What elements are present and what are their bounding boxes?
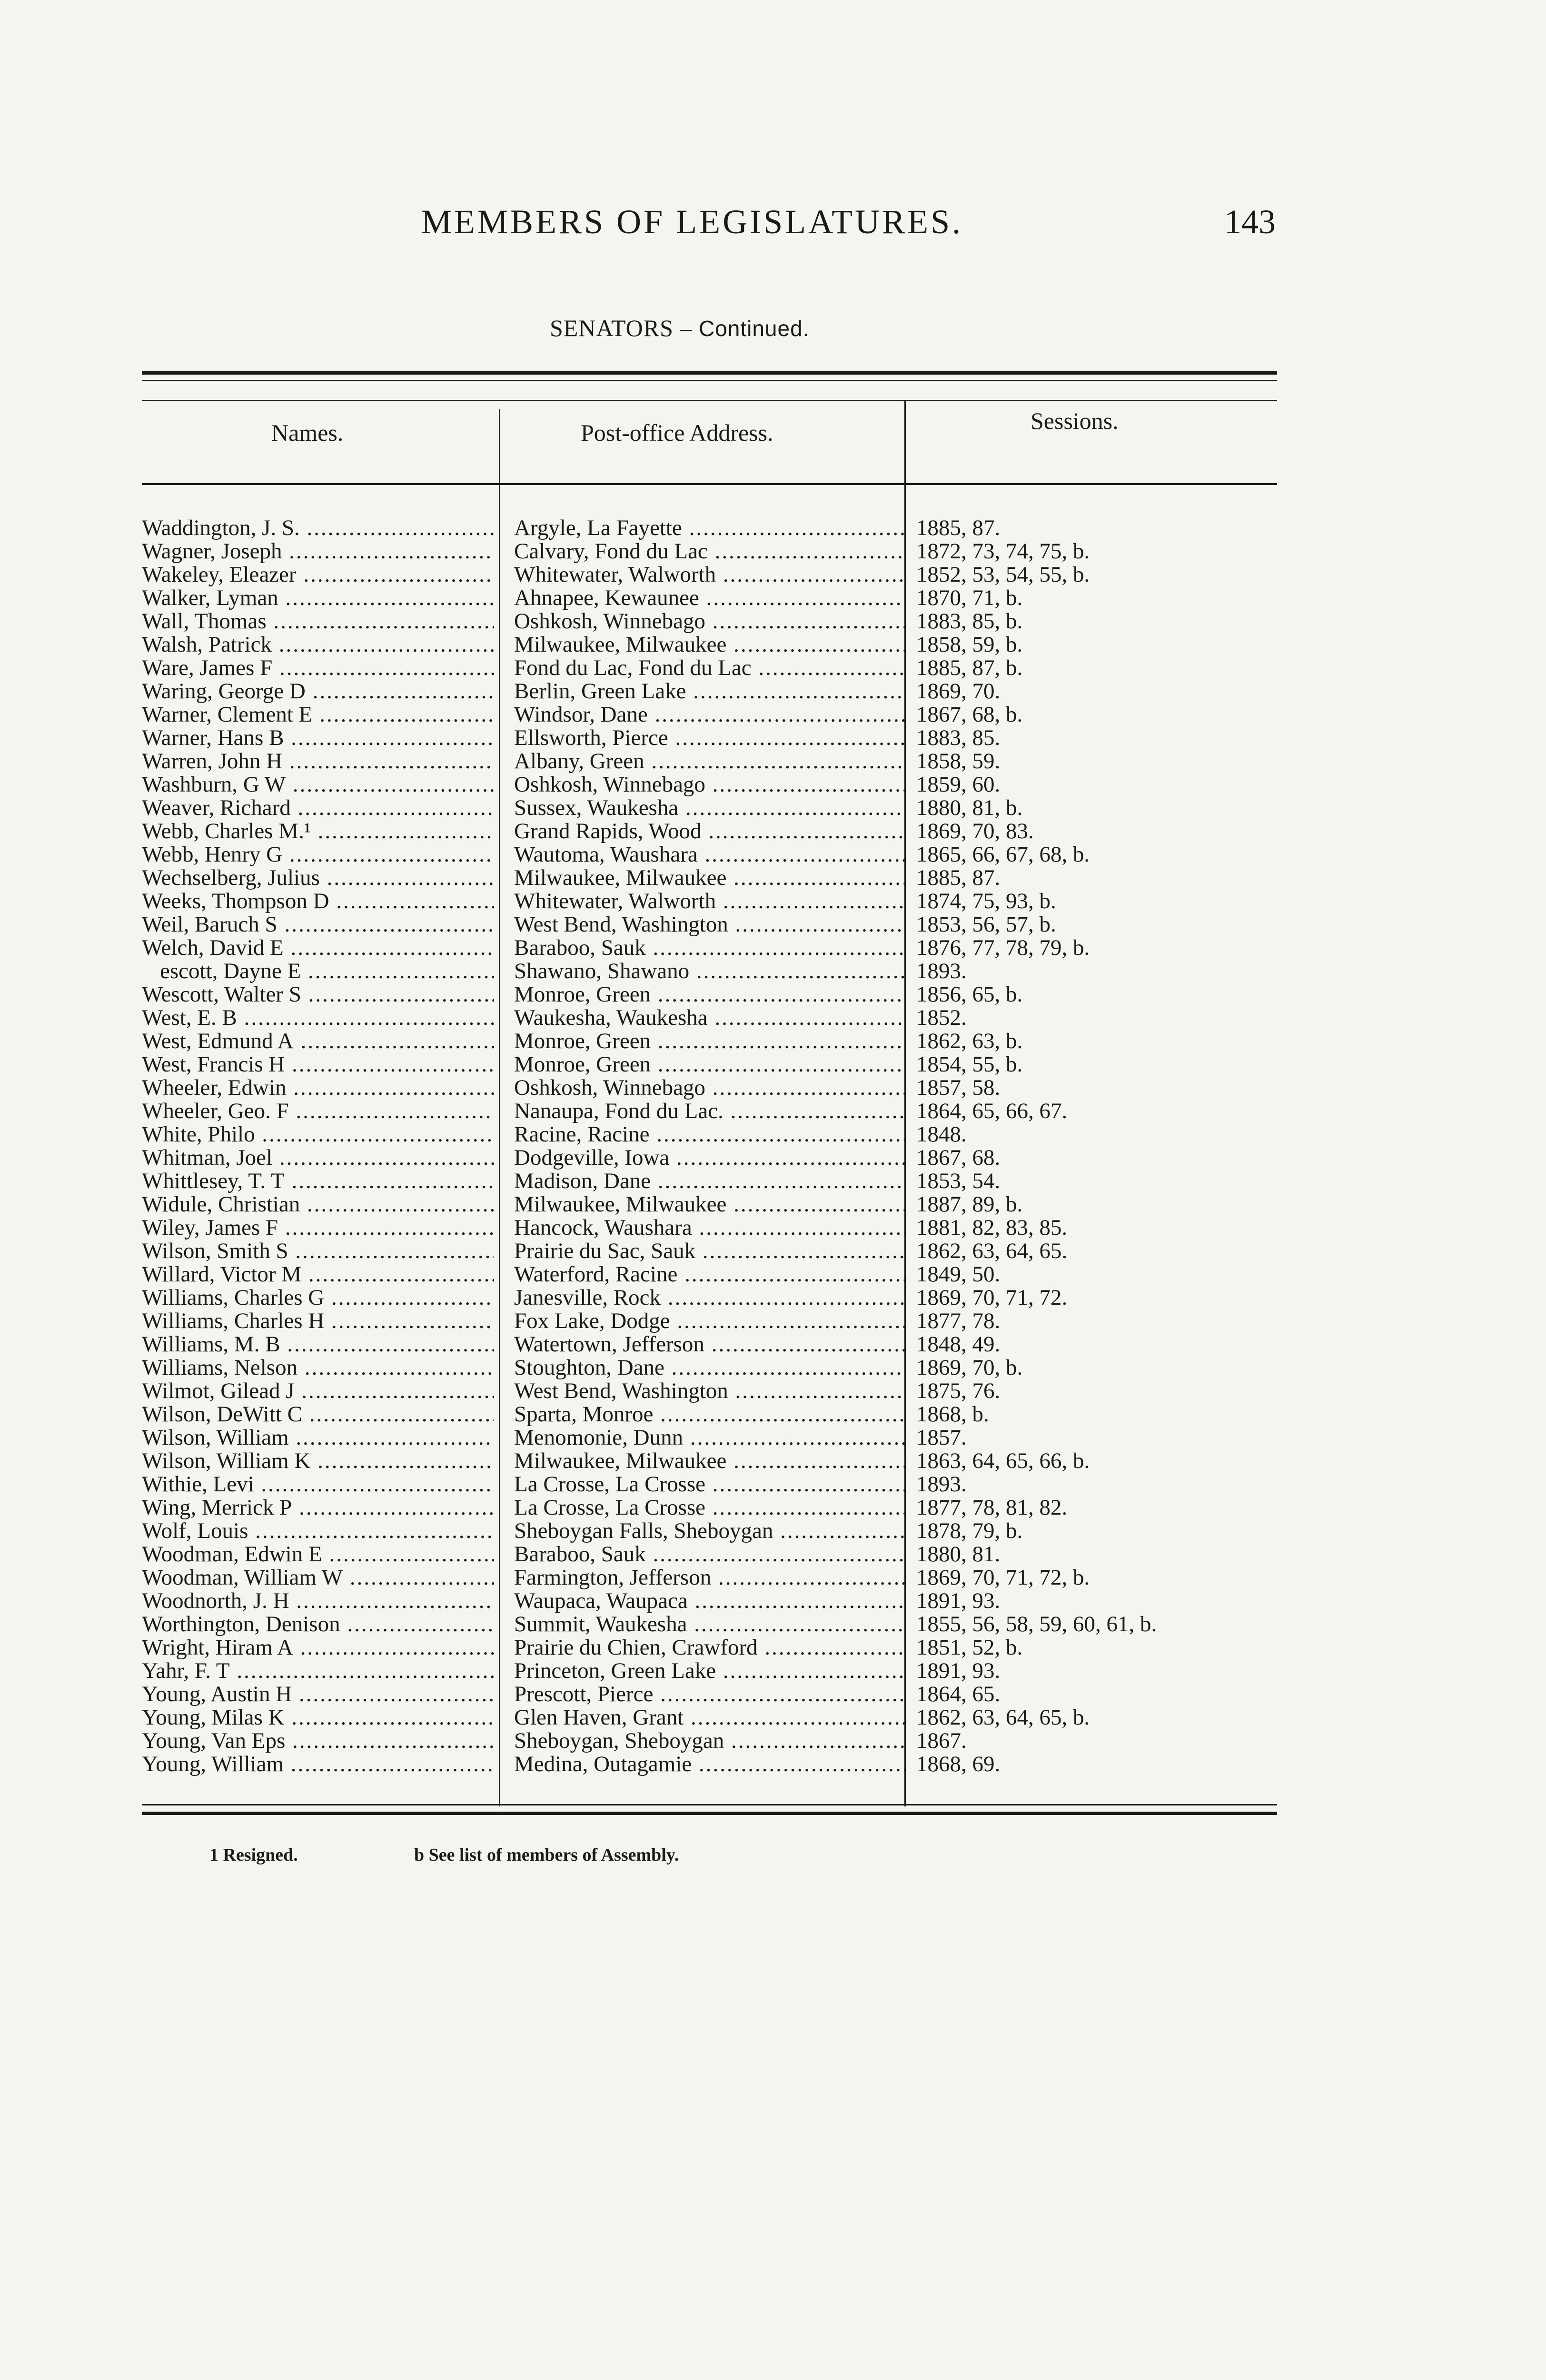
sessions: 1869, 70, 83. [916, 819, 1034, 843]
senator-name: Williams, Charles H ..... [142, 1309, 494, 1333]
senator-name: Woodnorth, J. H ..... [142, 1589, 494, 1613]
post-office-address: Watertown, Jefferson ..... [514, 1333, 904, 1356]
senator-name: Wing, Merrick P ..... [142, 1496, 494, 1519]
senator-name: Wheeler, Geo. F ..... [142, 1100, 494, 1123]
table-row [0, 750, 1546, 773]
table-row [0, 866, 1546, 890]
senator-name: Waddington, J. S. ..... [142, 516, 494, 540]
post-office-address: Milwaukee, Milwaukee ..... [514, 1449, 904, 1473]
column-header-address: Post-office Address. [581, 419, 773, 446]
table-row [0, 1543, 1546, 1566]
senator-name: Wiley, James F ..... [142, 1216, 494, 1240]
post-office-address: Waterford, Racine ..... [514, 1263, 904, 1286]
table-row [0, 1589, 1546, 1613]
post-office-address: Prairie du Sac, Sauk ..... [514, 1240, 904, 1263]
table-row [0, 1076, 1546, 1100]
post-office-address: La Crosse, La Crosse ..... [514, 1473, 904, 1496]
senator-name: Woodman, Edwin E ..... [142, 1543, 494, 1566]
senator-name: Withie, Levi ..... [142, 1473, 494, 1496]
table-row [0, 1309, 1546, 1333]
post-office-address: Sheboygan Falls, Sheboygan ..... [514, 1519, 904, 1543]
sessions: 1891, 93. [916, 1658, 1001, 1683]
table-row [0, 1566, 1546, 1589]
footnote-assembly: b See list of members of Assembly. [414, 1845, 679, 1865]
post-office-address: Sheboygan, Sheboygan ..... [514, 1729, 904, 1753]
sessions: 1885, 87, b. [916, 655, 1023, 680]
table-row [0, 1659, 1546, 1683]
senator-name: Young, Van Eps ..... [142, 1729, 494, 1753]
senator-name: Young, Austin H ..... [142, 1683, 494, 1706]
senator-name: Williams, M. B ..... [142, 1333, 494, 1356]
senator-name: Young, Milas K ..... [142, 1706, 494, 1729]
senator-name: Young, William ..... [142, 1753, 494, 1776]
sessions: 1854, 55, b. [916, 1052, 1023, 1077]
post-office-address: Grand Rapids, Wood ..... [514, 820, 904, 843]
table-row [0, 1333, 1546, 1356]
sessions: 1858, 59. [916, 749, 1001, 774]
sessions: 1865, 66, 67, 68, b. [916, 842, 1090, 867]
sessions: 1852. [916, 1005, 967, 1030]
table-row [0, 1100, 1546, 1123]
footnotes [209, 1844, 679, 1865]
senator-name: Weeks, Thompson D ..... [142, 890, 494, 913]
post-office-address: Milwaukee, Milwaukee ..... [514, 1193, 904, 1216]
sessions: 1868, 69. [916, 1752, 1001, 1776]
sessions: 1883, 85, b. [916, 609, 1023, 634]
table-row [0, 796, 1546, 820]
table-row [0, 1030, 1546, 1053]
table-row [0, 1426, 1546, 1449]
sessions: 1891, 93. [916, 1588, 1001, 1613]
post-office-address: Prairie du Chien, Crawford ..... [514, 1636, 904, 1659]
top-rule-thick [142, 371, 1277, 375]
header-rule [142, 483, 1277, 485]
senator-name: Walker, Lyman ..... [142, 586, 494, 610]
sessions: 1855, 56, 58, 59, 60, 61, b. [916, 1612, 1157, 1636]
senator-name: Wright, Hiram A ..... [142, 1636, 494, 1659]
sessions: 1853, 54. [916, 1169, 1001, 1193]
table-row [0, 540, 1546, 563]
post-office-address: Medina, Outagamie ..... [514, 1753, 904, 1776]
top-rule-inner [142, 400, 1277, 401]
post-office-address: Sparta, Monroe ..... [514, 1403, 904, 1426]
post-office-address: Stoughton, Dane ..... [514, 1356, 904, 1379]
senator-name: Widule, Christian ..... [142, 1193, 494, 1216]
senator-name: Waring, George D ..... [142, 680, 494, 703]
senator-name: Wagner, Joseph ..... [142, 540, 494, 563]
senator-name: Warner, Clement E ..... [142, 703, 494, 726]
sessions: 1867, 68, b. [916, 702, 1023, 727]
sessions: 1869, 70, 71, 72, b. [916, 1565, 1090, 1590]
senator-name: Weil, Baruch S ..... [142, 913, 494, 936]
post-office-address: West Bend, Washington ..... [514, 913, 904, 936]
senator-name: Wilmot, Gilead J ..... [142, 1379, 494, 1403]
sessions: 1880, 81, b. [916, 795, 1023, 820]
table-row [0, 960, 1546, 983]
sessions: 1875, 76. [916, 1378, 1001, 1403]
post-office-address: Oshkosh, Winnebago ..... [514, 1076, 904, 1100]
table-row [0, 1216, 1546, 1240]
post-office-address: Oshkosh, Winnebago ..... [514, 610, 904, 633]
column-header-sessions: Sessions. [1031, 407, 1119, 434]
table-row [0, 1146, 1546, 1170]
sessions: 1881, 82, 83, 85. [916, 1215, 1068, 1240]
sessions: 1858, 59, b. [916, 632, 1023, 657]
sessions: 1868, b. [916, 1402, 989, 1427]
sessions: 1856, 65, b. [916, 982, 1023, 1007]
table-row [0, 1263, 1546, 1286]
section-dash: – [673, 315, 699, 341]
footnote-resigned: 1 Resigned. [209, 1845, 298, 1865]
sessions: 1848. [916, 1122, 967, 1147]
senator-name: White, Philo ..... [142, 1123, 494, 1146]
sessions: 1862, 63, b. [916, 1029, 1023, 1053]
sessions: 1862, 63, 64, 65, b. [916, 1705, 1090, 1730]
post-office-address: Sussex, Waukesha ..... [514, 796, 904, 820]
post-office-address: Monroe, Green ..... [514, 983, 904, 1006]
sessions: 1869, 70. [916, 679, 1001, 704]
senator-name: Warren, John H ..... [142, 750, 494, 773]
sessions: 1893. [916, 1472, 967, 1497]
table-row [0, 680, 1546, 703]
sessions: 1876, 77, 78, 79, b. [916, 935, 1090, 960]
sessions: 1867. [916, 1728, 967, 1753]
table-row [0, 1240, 1546, 1263]
sessions: 1877, 78. [916, 1309, 1001, 1333]
table-row [0, 890, 1546, 913]
post-office-address: Hancock, Waushara ..... [514, 1216, 904, 1240]
table-row [0, 936, 1546, 960]
table-row [0, 1006, 1546, 1030]
table-row [0, 1496, 1546, 1519]
post-office-address: Ahnapee, Kewaunee ..... [514, 586, 904, 610]
post-office-address: Waukesha, Waukesha ..... [514, 1006, 904, 1030]
sessions: 1859, 60. [916, 772, 1001, 797]
running-head [143, 202, 1295, 259]
post-office-address: Ellsworth, Pierce ..... [514, 726, 904, 750]
table-row [0, 1193, 1546, 1216]
table-row [0, 1053, 1546, 1076]
post-office-address: Madison, Dane ..... [514, 1170, 904, 1193]
sessions: 1857, 58. [916, 1075, 1001, 1100]
post-office-address: Milwaukee, Milwaukee ..... [514, 866, 904, 890]
section-label: SENATORS [550, 315, 674, 341]
sessions: 1851, 52, b. [916, 1635, 1023, 1660]
sessions: 1878, 79, b. [916, 1518, 1023, 1543]
senator-name: Wheeler, Edwin ..... [142, 1076, 494, 1100]
table-row [0, 1379, 1546, 1403]
page-title: MEMBERS OF LEGISLATURES. [421, 203, 963, 241]
senator-name: Worthington, Denison ..... [142, 1613, 494, 1636]
senator-name: West, Francis H ..... [142, 1053, 494, 1076]
senator-name: Washburn, G W ..... [142, 773, 494, 796]
post-office-address: Milwaukee, Milwaukee ..... [514, 633, 904, 656]
post-office-address: Fox Lake, Dodge ..... [514, 1309, 904, 1333]
sessions: 1885, 87. [916, 865, 1001, 890]
post-office-address: Prescott, Pierce ..... [514, 1683, 904, 1706]
table-row [0, 1613, 1546, 1636]
table-row [0, 820, 1546, 843]
senator-name: Williams, Nelson ..... [142, 1356, 494, 1379]
sessions: 1869, 70, 71, 72. [916, 1285, 1068, 1310]
sessions: 1870, 71, b. [916, 585, 1023, 610]
table-row [0, 1519, 1546, 1543]
senator-name: Webb, Henry G ..... [142, 843, 494, 866]
table-row [0, 1473, 1546, 1496]
senator-name: Whitman, Joel ..... [142, 1146, 494, 1170]
table-row [0, 983, 1546, 1006]
post-office-address: Fond du Lac, Fond du Lac ..... [514, 656, 904, 680]
sessions: 1880, 81. [916, 1542, 1001, 1567]
table-row [0, 610, 1546, 633]
senator-name: Wolf, Louis ..... [142, 1519, 494, 1543]
senator-name: Wilson, William ..... [142, 1426, 494, 1449]
sessions: 1862, 63, 64, 65. [916, 1239, 1068, 1263]
senator-name: Wakeley, Eleazer ..... [142, 563, 494, 586]
top-rule-thin [142, 380, 1277, 381]
post-office-address: La Crosse, La Crosse ..... [514, 1496, 904, 1519]
sessions: 1849, 50. [916, 1262, 1001, 1287]
table-row [0, 1286, 1546, 1309]
senator-name: Welch, David E ..... [142, 936, 494, 960]
sessions: 1852, 53, 54, 55, b. [916, 562, 1090, 587]
sessions: 1863, 64, 65, 66, b. [916, 1448, 1090, 1473]
post-office-address: Berlin, Green Lake ..... [514, 680, 904, 703]
table-row [0, 843, 1546, 866]
post-office-address: Menomonie, Dunn ..... [514, 1426, 904, 1449]
post-office-address: Baraboo, Sauk ..... [514, 1543, 904, 1566]
sessions: 1853, 56, 57, b. [916, 912, 1056, 937]
senator-name: Williams, Charles G ..... [142, 1286, 494, 1309]
post-office-address: Princeton, Green Lake ..... [514, 1659, 904, 1683]
table-row [0, 1403, 1546, 1426]
post-office-address: Oshkosh, Winnebago ..... [514, 773, 904, 796]
sessions: 1864, 65. [916, 1682, 1001, 1706]
section-continued: Continued. [698, 316, 810, 341]
post-office-address: Wautoma, Waushara ..... [514, 843, 904, 866]
table-row [0, 633, 1546, 656]
table-row [0, 1683, 1546, 1706]
sessions: 1869, 70, b. [916, 1355, 1023, 1380]
sessions: 1877, 78, 81, 82. [916, 1495, 1068, 1520]
post-office-address: Albany, Green ..... [514, 750, 904, 773]
sessions: 1867, 68. [916, 1145, 1001, 1170]
section-subheading [550, 314, 809, 342]
post-office-address: Shawano, Shawano ..... [514, 960, 904, 983]
senator-name: West, E. B ..... [142, 1006, 494, 1030]
sessions: 1887, 89, b. [916, 1192, 1023, 1217]
table-row [0, 913, 1546, 936]
table-row [0, 516, 1546, 540]
sessions: 1864, 65, 66, 67. [916, 1099, 1068, 1123]
table-row [0, 1356, 1546, 1379]
post-office-address: Argyle, La Fayette ..... [514, 516, 904, 540]
table-row [0, 1636, 1546, 1659]
sessions: 1874, 75, 93, b. [916, 889, 1056, 913]
sessions: 1857. [916, 1425, 967, 1450]
post-office-address: Farmington, Jefferson ..... [514, 1566, 904, 1589]
table-row [0, 656, 1546, 680]
post-office-address: Monroe, Green ..... [514, 1053, 904, 1076]
senator-name: Wall, Thomas ..... [142, 610, 494, 633]
senator-name: West, Edmund A ..... [142, 1030, 494, 1053]
senator-name: escott, Dayne E ..... [142, 960, 494, 983]
post-office-address: Whitewater, Walworth ..... [514, 563, 904, 586]
table-row [0, 726, 1546, 750]
senator-name: Whittlesey, T. T ..... [142, 1170, 494, 1193]
senator-name: Warner, Hans B ..... [142, 726, 494, 750]
page-number: 143 [1224, 203, 1276, 241]
post-office-address: Dodgeville, Iowa ..... [514, 1146, 904, 1170]
post-office-address: Glen Haven, Grant ..... [514, 1706, 904, 1729]
senator-name: Walsh, Patrick ..... [142, 633, 494, 656]
bottom-rule-thin [142, 1804, 1277, 1805]
table-row [0, 703, 1546, 726]
sessions: 1885, 87. [916, 516, 1001, 540]
senator-name: Wechselberg, Julius ..... [142, 866, 494, 890]
senator-name: Yahr, F. T ..... [142, 1659, 494, 1683]
post-office-address: Summit, Waukesha ..... [514, 1613, 904, 1636]
post-office-address: Baraboo, Sauk ..... [514, 936, 904, 960]
post-office-address: Calvary, Fond du Lac ..... [514, 540, 904, 563]
senator-name: Weaver, Richard ..... [142, 796, 494, 820]
post-office-address: West Bend, Washington ..... [514, 1379, 904, 1403]
senator-name: Wilson, DeWitt C ..... [142, 1403, 494, 1426]
senator-name: Willard, Victor M ..... [142, 1263, 494, 1286]
table-row [0, 1449, 1546, 1473]
post-office-address: Racine, Racine ..... [514, 1123, 904, 1146]
senator-name: Wilson, William K ..... [142, 1449, 494, 1473]
sessions: 1848, 49. [916, 1332, 1001, 1357]
table-row [0, 563, 1546, 586]
sessions: 1883, 85. [916, 725, 1001, 750]
table-row [0, 586, 1546, 610]
sessions: 1872, 73, 74, 75, b. [916, 539, 1090, 564]
post-office-address: Monroe, Green ..... [514, 1030, 904, 1053]
senator-name: Wilson, Smith S ..... [142, 1240, 494, 1263]
table-row [0, 1753, 1546, 1776]
post-office-address: Janesville, Rock ..... [514, 1286, 904, 1309]
post-office-address: Windsor, Dane ..... [514, 703, 904, 726]
post-office-address: Nanaupa, Fond du Lac. ..... [514, 1100, 904, 1123]
post-office-address: Whitewater, Walworth ..... [514, 890, 904, 913]
column-header-names: Names. [271, 419, 344, 446]
table-row [0, 1706, 1546, 1729]
table-row [0, 773, 1546, 796]
table-row [0, 1729, 1546, 1753]
table-row [0, 1170, 1546, 1193]
post-office-address: Waupaca, Waupaca ..... [514, 1589, 904, 1613]
senator-name: Ware, James F ..... [142, 656, 494, 680]
table-row [0, 1123, 1546, 1146]
sessions: 1893. [916, 959, 967, 983]
senator-name: Wescott, Walter S ..... [142, 983, 494, 1006]
bottom-rule-thick [142, 1812, 1277, 1815]
senator-name: Webb, Charles M.¹ ..... [142, 820, 494, 843]
senator-name: Woodman, William W ..... [142, 1566, 494, 1589]
